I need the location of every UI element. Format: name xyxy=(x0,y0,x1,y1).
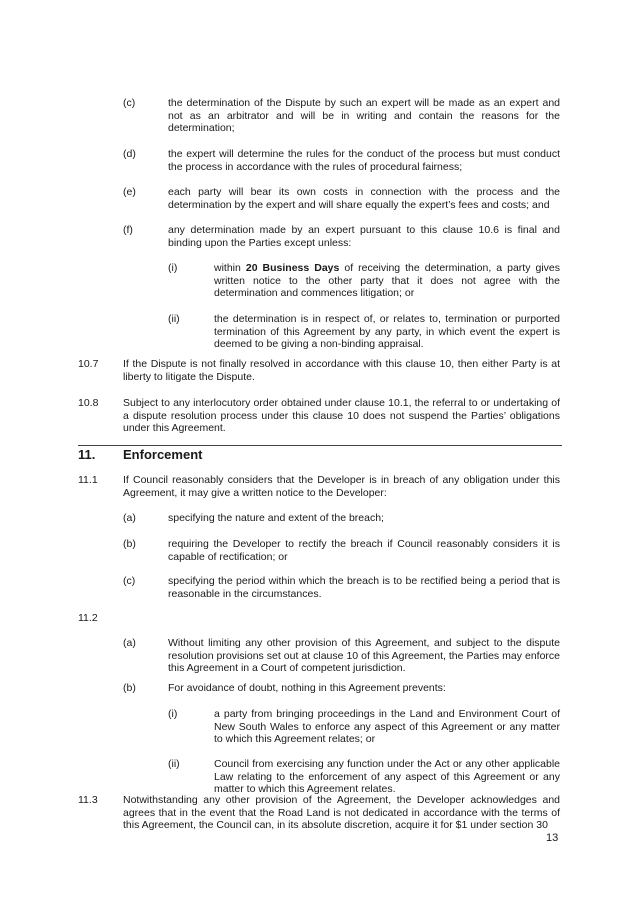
section-number: 11. xyxy=(78,447,96,462)
item-text: the expert will determine the rules for the conduct of the process but must conduct the process in accordance with the rules of procedural fairness; xyxy=(168,148,560,173)
item-number: (a) xyxy=(123,637,136,649)
item-text: within 20 Business Days of receiving the determination, a party gives written notice to the other party that it does not agree with the determination and commences litigation; or xyxy=(214,262,560,300)
item-text: requiring the Developer to rectify the breach if Council reasonably considers it is capable of rectification; or xyxy=(168,538,560,563)
item-text: Council from exercising any function under the Act or any other applicable Law relating to the enforcement of any aspect of this Agreement or any matter to which this Agreement relates. xyxy=(214,758,560,796)
item-number: (e) xyxy=(123,186,136,198)
clause-number: 11.2 xyxy=(78,612,98,624)
clause-number: 11.1 xyxy=(78,474,98,486)
item-text: the determination is in respect of, or relates to, termination or purported termination of this Agreement by any party, in which event the expert is deemed to be giving a non-binding appraisal. xyxy=(214,313,560,351)
bold-term: 20 Business Days xyxy=(245,262,340,274)
item-text: each party will bear its own costs in connection with the process and the determination by the expert and will share equally the expert’s fees and costs; and xyxy=(168,186,560,211)
item-number: (ii) xyxy=(168,758,180,770)
item-text: a party from bringing proceedings in the Land and Environment Court of New South Wales to enforce any aspect of this Agreement or any matter to which this Agreement relates; or xyxy=(214,708,560,746)
item-text: the determination of the Dispute by such an expert will be made as an expert and not as an arbitrator and will be in writing and contain the reasons for the determination; xyxy=(168,97,560,135)
clause-number: 10.7 xyxy=(78,358,99,370)
item-text: specifying the nature and extent of the breach; xyxy=(168,512,384,524)
item-number: (i) xyxy=(168,262,178,274)
item-text: For avoidance of doubt, nothing in this Agreement prevents: xyxy=(168,682,446,694)
item-number: (c) xyxy=(123,575,136,587)
clause-number: 10.8 xyxy=(78,397,99,409)
item-number: (d) xyxy=(123,148,136,160)
clause-text: If Council reasonably considers that the Developer is in breach of any obligation under this Agreement, it may give a written notice to the Developer: xyxy=(123,474,560,499)
item-number: (ii) xyxy=(168,313,180,325)
section-rule xyxy=(78,445,562,446)
clause-text: Notwithstanding any other provision of the Agreement, the Developer acknowledges and agrees that in the event that the Road Land is not dedicated in accordance with the terms of this Agreement, the Council can, in its absolute discretion, acquire it for $1 under section 30 xyxy=(123,794,560,832)
page-number: 13 xyxy=(546,832,559,844)
item-number: (f) xyxy=(123,224,133,236)
item-number: (i) xyxy=(168,708,178,720)
section-title: Enforcement xyxy=(123,447,203,462)
item-number: (c) xyxy=(123,97,136,109)
item-number: (a) xyxy=(123,512,136,524)
item-number: (b) xyxy=(123,682,136,694)
item-text: Without limiting any other provision of this Agreement, and subject to the dispute resolution provisions set out at clause 10 of this Agreement, the Parties may enforce this Agreement in a Court of competent jurisdiction. xyxy=(168,637,560,675)
clause-text: Subject to any interlocutory order obtained under clause 10.1, the referral to or undertaking of a dispute resolution process under this clause 10 does not suspend the Parties’ obligations under this Agreement. xyxy=(123,397,560,435)
item-number: (b) xyxy=(123,538,136,550)
clause-number: 11.3 xyxy=(78,794,98,806)
item-text: any determination made by an expert pursuant to this clause 10.6 is final and binding upon the Parties except unless: xyxy=(168,224,560,249)
clause-text: If the Dispute is not finally resolved in accordance with this clause 10, then either Party is at liberty to litigate the Dispute. xyxy=(123,358,560,383)
item-text: specifying the period within which the breach is to be rectified being a period that is reasonable in the circumstances. xyxy=(168,575,560,600)
